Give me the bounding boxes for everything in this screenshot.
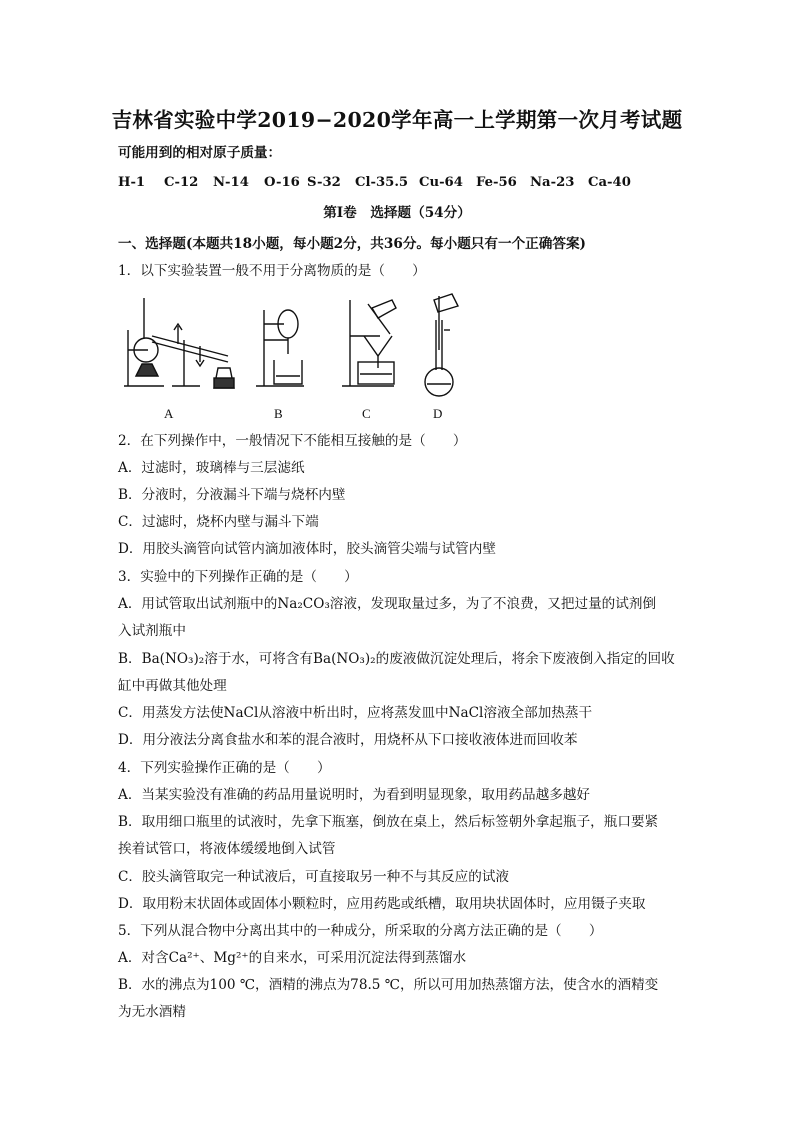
mass-cu: Cu-64 [419,175,463,190]
mass-cl: Cl-35.5 [355,175,409,190]
q3-option-a-line1: A．用试管取出试剂瓶中的Na₂CO₃溶液，发现取量过多，为了不浪费，又把过量的试剂倒 [118,596,657,612]
apparatus-figure [118,290,478,425]
mass-na: Na-23 [530,175,575,190]
volumetric-flask-apparatus [425,294,458,396]
q2-option-c: C．过滤时，烧杯内壁与漏斗下端 [118,514,319,530]
q4-option-d: D．取用粉末状固体或固体小颗粒时，应用药匙或纸槽，取用块状固体时，应用镊子夹取 [118,896,646,912]
q2-option-b: B．分液时，分液漏斗下端与烧杯内壁 [118,487,346,503]
q3-option-b-line1: B．Ba(NO₃)₂溶于水，可将含有Ba(NO₃)₂的废液做沉淀处理后，将余下废液倒入指定的回收 [118,651,675,667]
mass-s: S-32 [307,175,341,190]
separatory-funnel-apparatus [256,310,304,386]
q4-option-b-line1: B．取用细口瓶里的试液时，先拿下瓶塞，倒放在桌上，然后标签朝外拿起瓶子，瓶口要紧 [118,814,659,830]
q4-option-c: C．胶头滴管取完一种试液后，可直接取另一种不与其反应的试液 [118,869,510,885]
q5-stem: 5．下列从混合物中分离出其中的一种成分，所采取的分离方法正确的是（ ） [118,923,603,939]
apparatus-drawing [118,290,478,425]
q3-option-b-line2: 缸中再做其他处理 [118,678,227,694]
q5-option-a: A．对含Ca²⁺、Mg²⁺的自来水，可采用沉淀法得到蒸馏水 [118,950,467,966]
label-d: D [433,406,443,421]
mass-fe: Fe-56 [476,175,517,190]
q1-stem: 1．以下实验装置一般不用于分离物质的是（ ） [118,263,426,279]
q2-stem: 2．在下列操作中，一般情况下不能相互接触的是（ ） [118,433,467,449]
distillation-apparatus [124,298,234,388]
q2-option-d: D．用胶头滴管向试管内滴加液体时，胶头滴管尖端与试管内壁 [118,541,496,557]
q4-stem: 4．下列实验操作正确的是（ ） [118,760,331,776]
q5-option-b-line2: 为无水酒精 [118,1004,186,1020]
mass-ca: Ca-40 [588,175,631,190]
mass-c: C-12 [164,175,199,190]
mass-o: O-16 [264,175,300,190]
mass-h: H-1 [118,175,146,190]
q5-option-b-line1: B．水的沸点为100 ℃，酒精的沸点为78.5 ℃，所以可用加热蒸馏方法，使含水的酒精变 [118,977,659,993]
label-c: C [362,406,371,421]
q4-option-a: A．当某实验没有准确的药品用量说明时，为看到明显现象，取用药品越多越好 [118,787,591,803]
q3-stem: 3．实验中的下列操作正确的是（ ） [118,569,358,585]
filtration-apparatus [342,300,396,386]
label-b: B [274,406,283,421]
section-heading: 一、选择题(本题共18小题，每小题2分，共36分。每小题只有一个正确答案) [118,236,586,252]
volume-title: 第Ⅰ卷 选择题（54分） [323,205,471,221]
q2-option-a: A．过滤时，玻璃棒与三层滤纸 [118,460,305,476]
mass-n: N-14 [213,175,249,190]
masses-heading: 可能用到的相对原子质量： [118,145,282,161]
label-a: A [164,406,174,421]
q3-option-a-line2: 入试剂瓶中 [118,623,186,639]
q3-option-c: C．用蒸发方法使NaCl从溶液中析出时，应将蒸发皿中NaCl溶液全部加热蒸干 [118,705,593,721]
page-title: 吉林省实验中学2019−2020学年高一上学期第一次月考试题 [111,108,683,132]
q3-option-d: D．用分液法分离食盐水和苯的混合液时，用烧杯从下口接收液体进而回收苯 [118,732,578,748]
q4-option-b-line2: 挨着试管口，将液体缓缓地倒入试管 [118,841,336,857]
